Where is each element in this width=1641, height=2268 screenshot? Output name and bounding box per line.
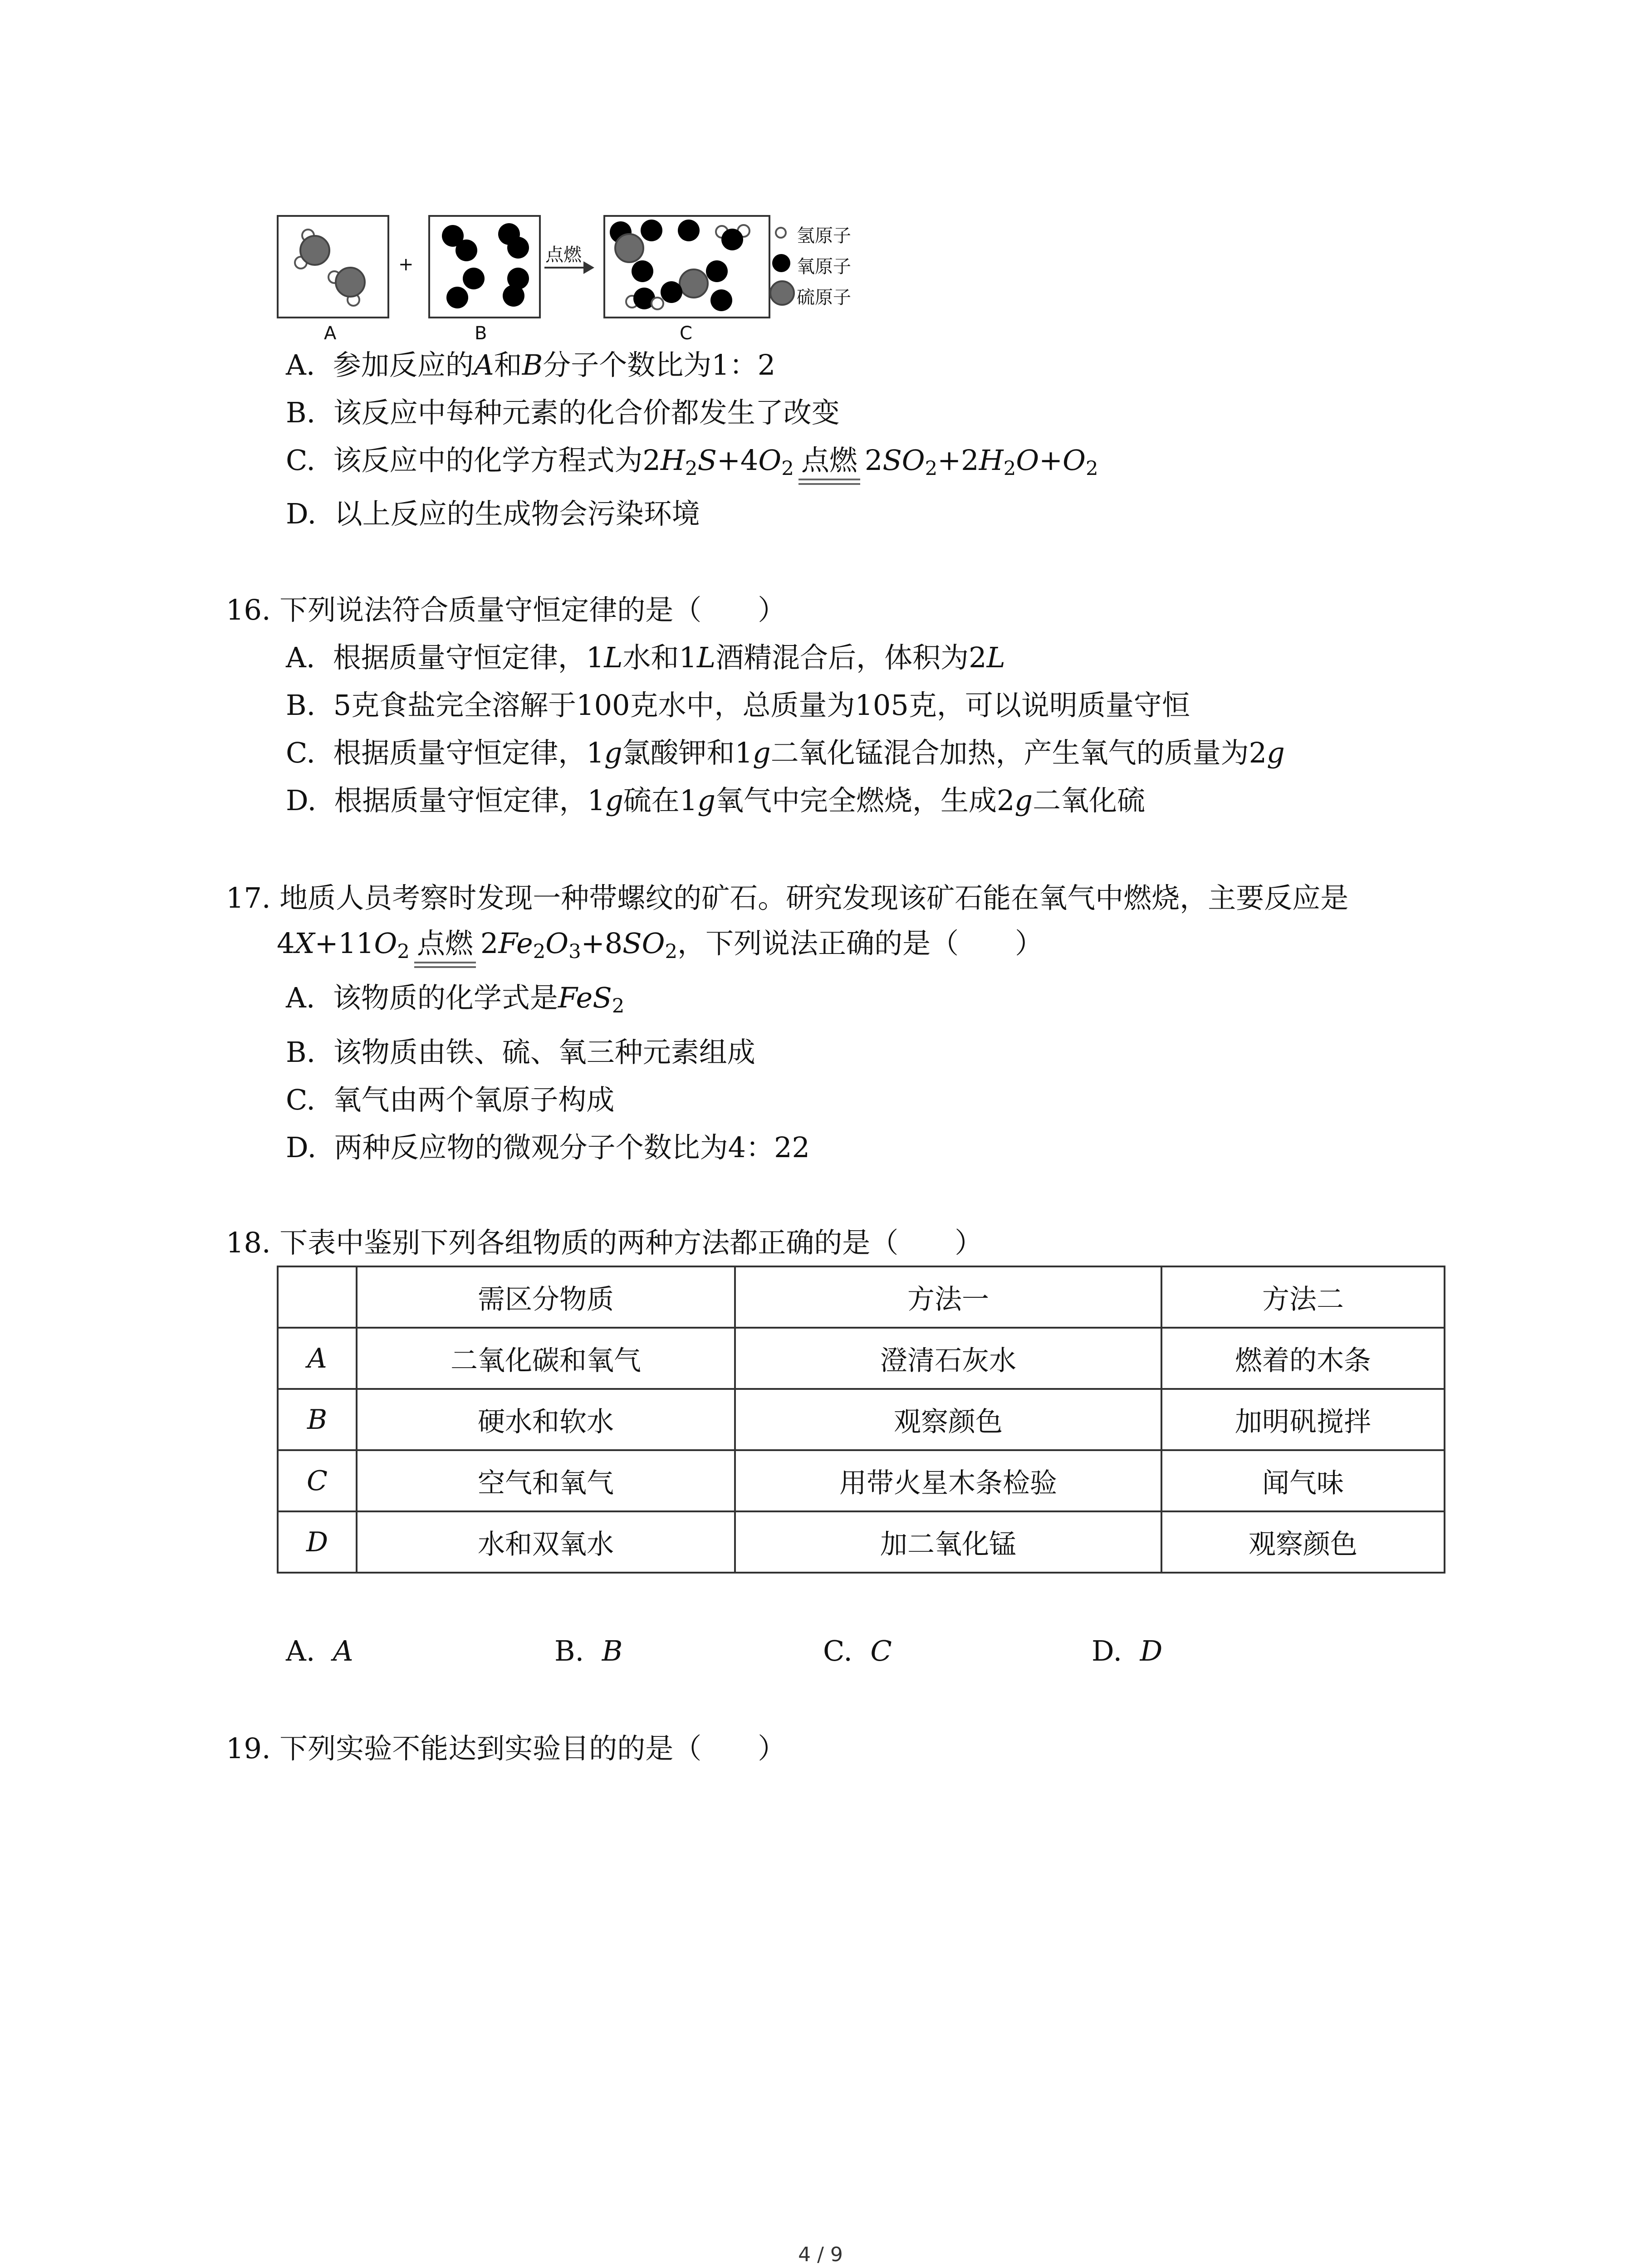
table-cell: 燃着的木条 xyxy=(1161,1328,1445,1389)
table-cell: 加明矾搅拌 xyxy=(1161,1389,1445,1450)
label-b: B xyxy=(475,323,487,344)
table-row xyxy=(278,1511,1445,1573)
sulfur-atom xyxy=(679,269,709,298)
q15-option-a: A. 参加反应的A和B分子个数比为1：2 xyxy=(286,348,776,381)
oxygen-atom xyxy=(503,285,524,307)
legend-hydrogen-label: 氢原子 xyxy=(797,225,851,246)
box-c xyxy=(603,215,770,318)
legend-oxygen-icon xyxy=(772,254,790,272)
q18-stem: 18. 下表中鉴别下列各组物质的两种方法都正确的是（ ） xyxy=(226,1226,983,1259)
box-a xyxy=(277,215,389,318)
q16-option-a: A. 根据质量守恒定律，1L水和1L酒精混合后，体积为2L xyxy=(286,641,1005,674)
table-row xyxy=(278,1389,1445,1450)
q16-option-c: C. 根据质量守恒定律，1g氯酸钾和1g二氧化锰混合加热，产生氧气的质量为2g xyxy=(286,736,1285,769)
table-row xyxy=(278,1328,1445,1389)
oxygen-atom xyxy=(463,268,485,289)
legend-sulfur-icon xyxy=(769,280,795,306)
q15-option-d: D. 以上反应的生成物会污染环境 xyxy=(286,497,700,530)
q19-stem: 19. 下列实验不能达到实验目的的是（ ） xyxy=(226,1732,786,1765)
q16-option-d: D. 根据质量守恒定律，1g硫在1g氧气中完全燃烧，生成2g二氧化硫 xyxy=(286,784,1146,817)
reaction-condition: 点燃 xyxy=(414,925,476,962)
table-cell: 水和双氧水 xyxy=(357,1511,735,1573)
oxygen-atom xyxy=(456,240,477,261)
arrow-head-icon xyxy=(583,261,594,274)
table-header-cell xyxy=(278,1266,357,1328)
table-cell: D xyxy=(278,1511,357,1573)
label-a: A xyxy=(324,323,337,344)
sulfur-atom xyxy=(614,233,644,263)
table-cell: 硬水和软水 xyxy=(357,1389,735,1450)
q17-option-a: A. 该物质的化学式是FeS$_2$ xyxy=(286,981,625,1017)
oxygen-atom xyxy=(632,260,653,282)
oxygen-atom xyxy=(641,220,662,241)
table-cell: A xyxy=(278,1328,357,1389)
reaction-diagram xyxy=(277,213,912,349)
table-header-cell: 方法一 xyxy=(735,1266,1161,1328)
sulfur-atom xyxy=(299,235,330,266)
table-cell: 用带火星木条检验 xyxy=(735,1450,1161,1511)
table-cell: 观察颜色 xyxy=(1161,1511,1445,1573)
oxygen-atom xyxy=(710,289,732,311)
table-cell: 闻气味 xyxy=(1161,1450,1445,1511)
q17-option-d: D. 两种反应物的微观分子个数比为4：22 xyxy=(286,1131,810,1164)
q17-option-c: C. 氧气由两个氧原子构成 xyxy=(286,1083,615,1116)
q17-stem-line2: $4X+11O_2$ 点燃 $2Fe_2O_3+8SO_2$，下列说法正确的是（ ） xyxy=(277,925,1043,970)
q17-stem-line1: 17. 地质人员考察时发现一种带螺纹的矿石。研究发现该矿石能在氧气中燃烧，主要反应是 xyxy=(226,881,1349,914)
box-b xyxy=(428,215,541,318)
page-number: 4 / 9 xyxy=(798,2243,843,2266)
plus-sign: + xyxy=(398,254,414,275)
table-cell: C xyxy=(278,1450,357,1511)
q18-answer-d: D. D xyxy=(1092,1634,1163,1667)
q18-answer-c: C. C xyxy=(823,1634,892,1667)
table-header-cell: 需区分物质 xyxy=(357,1266,735,1328)
table-row xyxy=(278,1450,1445,1511)
oxygen-atom xyxy=(507,237,529,259)
legend-sulfur-label: 硫原子 xyxy=(797,287,851,308)
q18-answer-a: A. A xyxy=(286,1634,353,1667)
table-cell: 加二氧化锰 xyxy=(735,1511,1161,1573)
oxygen-atom xyxy=(661,281,682,303)
table-cell: 空气和氧气 xyxy=(357,1450,735,1511)
reaction-condition: 点燃 xyxy=(798,442,860,479)
sulfur-atom xyxy=(335,267,366,298)
oxygen-atom xyxy=(446,287,468,308)
hydrogen-atom xyxy=(651,297,664,310)
q16-stem: 16. 下列说法符合质量守恒定律的是（ ） xyxy=(226,593,786,626)
q15-option-b: B. 该反应中每种元素的化合价都发生了改变 xyxy=(286,396,840,429)
oxygen-atom xyxy=(706,260,728,282)
reaction-arrow xyxy=(544,267,585,269)
oxygen-atom xyxy=(678,220,700,241)
table-header-cell: 方法二 xyxy=(1161,1266,1445,1328)
q18-answer-b: B. B xyxy=(554,1634,623,1667)
arrow-condition-label: 点燃 xyxy=(545,244,582,265)
label-c: C xyxy=(680,323,692,344)
identification-table xyxy=(277,1266,1445,1574)
oxygen-atom xyxy=(721,229,743,250)
table-cell: 二氧化碳和氧气 xyxy=(357,1328,735,1389)
q17-option-b: B. 该物质由铁、硫、氧三种元素组成 xyxy=(286,1036,755,1069)
table-header-row xyxy=(278,1266,1445,1328)
table-cell: 观察颜色 xyxy=(735,1389,1161,1450)
table-cell: B xyxy=(278,1389,357,1450)
q15-option-c: C. 该反应中的化学方程式为$2H_2S+4O_2$ 点燃 $2SO_2+2H_2O+O_2$ xyxy=(286,442,1098,487)
legend-oxygen-label: 氧原子 xyxy=(797,256,851,277)
legend-hydrogen-icon xyxy=(775,227,787,239)
q16-option-b: B. 5克食盐完全溶解于100克水中，总质量为105克，可以说明质量守恒 xyxy=(286,689,1190,722)
table-cell: 澄清石灰水 xyxy=(735,1328,1161,1389)
